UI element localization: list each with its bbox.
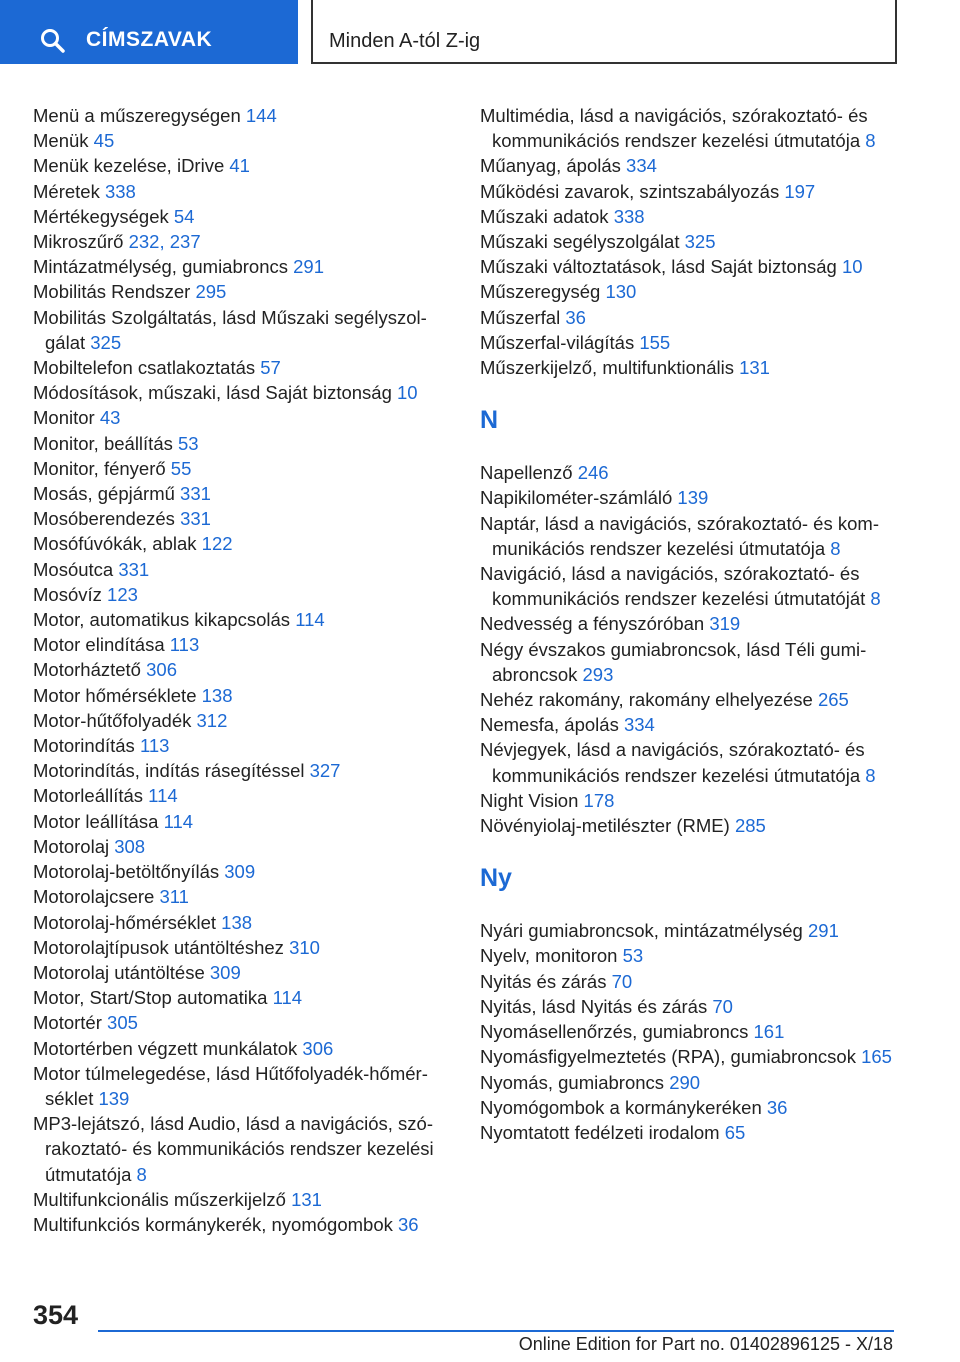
index-entry bbox=[33, 935, 448, 960]
section-letter-ny: Ny bbox=[480, 864, 512, 893]
index-entry bbox=[480, 485, 895, 510]
index-entry bbox=[33, 431, 448, 456]
index-entry-term: Monitor, fényerő bbox=[33, 457, 166, 479]
index-entry-term: Motorolaj-hőmérséklet bbox=[33, 911, 217, 933]
index-entry-term: Motorháztető bbox=[33, 659, 141, 681]
index-entry-page-link[interactable]: 123 bbox=[107, 583, 138, 605]
index-entry bbox=[480, 305, 895, 330]
index-entry-term: Nyomásellenőrzés, gumiabroncs bbox=[480, 1021, 749, 1043]
index-entry-page-link[interactable]: 122 bbox=[201, 533, 233, 555]
index-entry-page-link[interactable]: 139 bbox=[677, 487, 709, 509]
index-entry-term: Műszeregység bbox=[480, 281, 601, 303]
index-entry-page-link[interactable]: 319 bbox=[709, 613, 741, 635]
index-entry-page-link[interactable]: 41 bbox=[229, 155, 250, 177]
index-entry-term: Motor-hűtőfolyadék bbox=[33, 709, 192, 731]
index-entry bbox=[33, 153, 448, 178]
index-entry bbox=[480, 611, 895, 636]
index-entry-page-link[interactable]: 114 bbox=[163, 810, 194, 832]
index-entry bbox=[480, 204, 895, 229]
index-entry bbox=[33, 834, 448, 859]
index-entry bbox=[33, 456, 448, 481]
index-entry-term: Műanyag, ápolás bbox=[480, 155, 621, 177]
index-entry-term: Növényiolaj-metilészter (RME) bbox=[480, 815, 730, 837]
index-entry-page-link[interactable]: 114 bbox=[148, 785, 178, 807]
index-entry-page-link[interactable]: 309 bbox=[224, 861, 256, 883]
index-entry-term: Motor leállítása bbox=[33, 810, 159, 832]
index-entry-page-link[interactable]: 327 bbox=[309, 760, 341, 782]
index-entry-page-link[interactable]: 114 bbox=[272, 987, 303, 1009]
index-entry bbox=[480, 1019, 895, 1044]
index-entry-page-link[interactable]: 70 bbox=[611, 970, 633, 992]
index-entry bbox=[480, 1095, 895, 1120]
index-entry bbox=[33, 607, 448, 632]
index-entry-page-link[interactable]: 308 bbox=[114, 835, 146, 857]
index-entry bbox=[33, 683, 448, 708]
index-entry-term: Mosás, gépjármű bbox=[33, 483, 175, 505]
index-entry-term: Motor, automatikus kikapcsolás bbox=[33, 609, 291, 631]
index-entry-term: Működési zavarok, szintszabályozás bbox=[480, 180, 780, 202]
index-entry-term: Nyomásfigyelmeztetés (RPA), gumiabroncsok bbox=[480, 1046, 856, 1068]
index-entry-term: Nedvesség a fényszóróban bbox=[480, 613, 705, 635]
index-entry bbox=[33, 884, 448, 909]
index-entry-term: Naptár, lásd a navigációs, szórakoztató- és kommunikációs rendszer kezelési útmutatója bbox=[480, 512, 879, 559]
index-entry-page-link[interactable]: 197 bbox=[784, 180, 816, 202]
index-entry-page-link[interactable]: 305 bbox=[107, 1012, 138, 1034]
index-entry-term: Monitor, beállítás bbox=[33, 432, 173, 454]
index-entry-term: Nyomás, gumiabroncs bbox=[480, 1071, 665, 1093]
index-entry-page-link[interactable]: 54 bbox=[173, 205, 195, 227]
index-entry bbox=[33, 405, 448, 430]
index-entry-page-link[interactable]: 295 bbox=[195, 281, 227, 303]
index-entry-page-link[interactable]: 8 bbox=[870, 588, 881, 610]
index-entry-term: Nyomógombok a kormánykeréken bbox=[480, 1096, 762, 1118]
index-entry-term: Motor hőmérséklete bbox=[33, 684, 197, 706]
index-entry-page-link[interactable]: 36 bbox=[565, 306, 586, 328]
index-entry-term: Műszerfal bbox=[480, 306, 561, 328]
index-entry-term: Műszerfal-világítás bbox=[480, 331, 635, 353]
index-entry bbox=[33, 960, 448, 985]
index-entry bbox=[33, 1010, 448, 1035]
index-entry-page-link[interactable]: 291 bbox=[808, 920, 839, 942]
index-entry-page-link[interactable]: 325 bbox=[684, 231, 716, 253]
index-entry bbox=[33, 910, 448, 935]
index-entry-page-link[interactable]: 306 bbox=[146, 659, 177, 681]
index-entry-page-link[interactable]: 161 bbox=[753, 1021, 785, 1043]
index-entry bbox=[480, 969, 895, 994]
index-entry-page-link[interactable]: 138 bbox=[201, 684, 233, 706]
index-entry-term: Műszaki adatok bbox=[480, 205, 609, 227]
index-entry bbox=[480, 788, 895, 813]
index-entry bbox=[33, 279, 448, 304]
index-entry-page-link[interactable]: 309 bbox=[209, 961, 241, 983]
index-entry-term: Mosóberendezés bbox=[33, 508, 175, 530]
index-entry-page-link[interactable]: 285 bbox=[734, 815, 766, 837]
index-entry-term: Nyelv, monitoron bbox=[480, 945, 618, 967]
footer-divider bbox=[98, 1330, 894, 1332]
index-entry-term: Mosófúvókák, ablak bbox=[33, 533, 197, 555]
index-entry bbox=[33, 809, 448, 834]
index-entry-term: Menük kezelése, iDrive bbox=[33, 155, 225, 177]
index-entry-page-link[interactable]: 8 bbox=[865, 764, 876, 786]
index-entry-page-link[interactable]: 312 bbox=[196, 709, 228, 731]
index-entry bbox=[480, 943, 895, 968]
index-entry-page-link[interactable]: 293 bbox=[582, 663, 614, 685]
index-entry-page-link[interactable]: 113 bbox=[169, 634, 200, 656]
index-entry-term: Négy évszakos gumiabroncsok, lásd Téli gumiabroncsok bbox=[480, 638, 867, 685]
index-entry-term: Motortérben végzett munkálatok bbox=[33, 1037, 298, 1059]
index-entry-term: Mobilitás Szolgáltatás, lásd Műszaki segélyszolgálat bbox=[33, 306, 427, 353]
index-entry bbox=[480, 279, 895, 304]
index-entry-term: Napellenző bbox=[480, 462, 573, 484]
index-entry bbox=[33, 103, 448, 128]
index-entry-page-link[interactable]: 130 bbox=[605, 281, 637, 303]
index-entry-term: Motorleállítás bbox=[33, 785, 144, 807]
index-entry bbox=[480, 1044, 895, 1069]
keywords-tab-label: CÍMSZAVAK bbox=[86, 28, 213, 51]
index-entry bbox=[480, 103, 895, 153]
index-entry-term: Mértékegységek bbox=[33, 205, 169, 227]
index-entry bbox=[33, 481, 448, 506]
index-entry-term: Nyitás, lásd Nyitás és zárás bbox=[480, 995, 708, 1017]
index-entry-page-link[interactable]: 8 bbox=[865, 130, 876, 152]
header bbox=[0, 0, 960, 66]
index-entry bbox=[33, 1212, 448, 1237]
index-entry-page-link[interactable]: 306 bbox=[302, 1037, 334, 1059]
index-entry-term: Mosóvíz bbox=[33, 583, 102, 605]
index-entry-term: Műszaki segélyszolgálat bbox=[480, 231, 680, 253]
index-entry-page-link[interactable]: 144 bbox=[245, 105, 277, 126]
index-entry-page-link[interactable]: 36 bbox=[766, 1096, 788, 1118]
index-entry-term: Motorolaj utántöltése bbox=[33, 961, 205, 983]
index-entry-page-link[interactable]: 334 bbox=[623, 714, 655, 736]
index-entry-page-link[interactable]: 131 bbox=[739, 357, 770, 379]
index-entry-term: Mobilitás Rendszer bbox=[33, 281, 191, 303]
index-entry-term: Motor, Start/Stop automatika bbox=[33, 987, 268, 1009]
index-entry-page-link[interactable]: 36 bbox=[398, 1213, 419, 1235]
index-entry-term: MP3-lejátszó, lásd Audio, lásd a navigációs, szórakoztató- és kommunikációs rendszer kezelési útmutatója bbox=[33, 1113, 434, 1185]
index-entry-term: Műszaki változtatások, lásd Saját biztonság bbox=[480, 256, 837, 278]
index-entry-term: Multifunkcionális műszerkijelző bbox=[33, 1188, 286, 1210]
index-entry-page-link[interactable]: 70 bbox=[712, 995, 733, 1017]
index-entry-term: Motorindítás bbox=[33, 735, 135, 757]
index-entry-page-link[interactable]: 53 bbox=[622, 945, 644, 967]
index-entry bbox=[480, 918, 895, 943]
index-entry-term: Módosítások, műszaki, lásd Saját biztonság bbox=[33, 382, 392, 404]
index-entry bbox=[33, 506, 448, 531]
index-entry bbox=[33, 355, 448, 380]
edition-text: Online Edition for Part no. 01402896125 - X/18 bbox=[518, 1334, 893, 1354]
index-entry-page-link[interactable]: 53 bbox=[178, 432, 199, 454]
index-entry bbox=[33, 380, 448, 405]
index-entry-term: Nyitás és zárás bbox=[480, 970, 607, 992]
index-entry-term: Motor elindítása bbox=[33, 634, 165, 656]
index-entry-term: Motortér bbox=[33, 1012, 102, 1034]
index-entry bbox=[480, 994, 895, 1019]
index-entry-term: Motorolajtípusok utántöltéshez bbox=[33, 936, 284, 958]
index-entry bbox=[33, 632, 448, 657]
index-entry-page-link[interactable]: 131 bbox=[291, 1188, 322, 1210]
index-entry-term: Nehéz rakomány, rakomány elhelyezése bbox=[480, 689, 813, 711]
index-entry bbox=[480, 1120, 895, 1145]
index-entry-page-link[interactable]: 55 bbox=[170, 457, 192, 479]
index-entry bbox=[480, 179, 895, 204]
index-entry-term: Motorindítás, indítás rásegítéssel bbox=[33, 760, 305, 782]
index-entry-page-link[interactable]: 43 bbox=[99, 407, 121, 429]
index-entry bbox=[33, 179, 448, 204]
index-entry bbox=[33, 229, 448, 254]
index-entry bbox=[480, 813, 895, 838]
a-to-z-tab-label: Minden A-tól Z-ig bbox=[329, 30, 481, 52]
index-entry-page-link[interactable]: 291 bbox=[293, 256, 325, 278]
index-entry-page-link[interactable]: 331 bbox=[180, 483, 211, 505]
index-entry bbox=[480, 153, 895, 178]
index-entry-term: Mikroszűrő bbox=[33, 231, 124, 253]
index-entry bbox=[480, 637, 895, 687]
index-entry-page-link[interactable]: 310 bbox=[289, 936, 320, 958]
index-entry-page-link[interactable]: 65 bbox=[724, 1121, 746, 1143]
index-entry bbox=[480, 254, 895, 279]
index-entry bbox=[33, 657, 448, 682]
index-entry-page-link[interactable]: 139 bbox=[98, 1087, 130, 1109]
index-entry-term: Motorolaj-betöltőnyílás bbox=[33, 861, 220, 883]
index-entry bbox=[33, 305, 448, 355]
index-entry-page-link[interactable]: 45 bbox=[93, 130, 115, 152]
index-entry-term: Motor túlmelegedése, lásd Hűtőfolyadék-hőmérséklet bbox=[33, 1062, 428, 1109]
index-entry bbox=[480, 737, 895, 787]
index-entry-page-link[interactable]: 325 bbox=[90, 331, 122, 353]
index-entry-page-link[interactable]: 338 bbox=[613, 205, 645, 227]
index-entry-term: Motorolaj bbox=[33, 835, 110, 857]
index-entry bbox=[480, 561, 895, 611]
index-entry bbox=[480, 330, 895, 355]
index-entry bbox=[33, 557, 448, 582]
index-entry bbox=[33, 985, 448, 1010]
index-entry bbox=[33, 708, 448, 733]
index-entry-page-link[interactable]: 57 bbox=[260, 357, 281, 379]
index-entry-term: Motorolajcsere bbox=[33, 886, 155, 908]
search-icon bbox=[40, 28, 66, 54]
index-entry-term: Multifunkciós kormánykerék, nyomógombok bbox=[33, 1213, 393, 1235]
index-entry bbox=[33, 254, 448, 279]
index-entry-term: Multimédia, lásd a navigációs, szórakoztató- és kommunikációs rendszer kezelési útmutatója bbox=[480, 105, 868, 152]
index-entry bbox=[33, 733, 448, 758]
keywords-tab[interactable] bbox=[0, 0, 298, 64]
index-entry-term: Nyomtatott fedélzeti irodalom bbox=[480, 1121, 720, 1143]
index-entry bbox=[33, 1036, 448, 1061]
index-entry bbox=[480, 355, 895, 380]
index-entry-page-link[interactable]: 8 bbox=[830, 537, 841, 559]
index-entry-term: Névjegyek, lásd a navigációs, szórakoztató- és kommunikációs rendszer kezelési útmutatója bbox=[480, 739, 865, 786]
index-entry-term: Nemesfa, ápolás bbox=[480, 714, 619, 736]
index-entry-term: Mintázatmélység, gumiabroncs bbox=[33, 256, 288, 278]
page-number: 354 bbox=[33, 1300, 79, 1330]
index-entry bbox=[33, 1061, 448, 1111]
index-entry bbox=[480, 687, 895, 712]
index-entry-page-link[interactable]: 8 bbox=[136, 1163, 147, 1185]
index-entry-term: Mobiltelefon csatlakoztatás bbox=[33, 357, 256, 379]
index-entry-page-link[interactable]: 165 bbox=[861, 1046, 892, 1068]
index-right-column bbox=[480, 103, 895, 1145]
index-entry-term: Menü a műszeregységen bbox=[33, 105, 241, 126]
index-entry bbox=[33, 783, 448, 808]
index-entry-term: Napikilométer-számláló bbox=[480, 487, 673, 509]
index-entry-term: Műszerkijelző, multifunktionális bbox=[480, 357, 734, 379]
a-to-z-tab[interactable] bbox=[311, 0, 897, 64]
index-entry-page-link[interactable]: 155 bbox=[639, 331, 671, 353]
index-entry-term: Navigáció, lásd a navigációs, szórakoztató- és kommunikációs rendszer kezelési útmutatóját bbox=[480, 563, 866, 610]
index-entry bbox=[480, 511, 895, 561]
index-entry-page-link[interactable]: 290 bbox=[669, 1071, 701, 1093]
index-entry bbox=[33, 128, 448, 153]
index-entry bbox=[480, 229, 895, 254]
index-entry-page-link[interactable]: 178 bbox=[583, 789, 615, 811]
index-entry-page-link[interactable]: 114 bbox=[295, 609, 325, 631]
index-entry bbox=[33, 1111, 448, 1187]
index-entry-term: Nyári gumiabroncsok, mintázatmélység bbox=[480, 920, 803, 942]
index-entry-page-link[interactable]: 334 bbox=[626, 155, 657, 177]
section-letter-n: N bbox=[480, 406, 499, 435]
index-entry-page-link[interactable]: 113 bbox=[139, 735, 170, 757]
index-entry-term: Monitor bbox=[33, 407, 95, 429]
index-entry-term: Night Vision bbox=[480, 789, 579, 811]
index-entry-page-link[interactable]: 331 bbox=[180, 508, 211, 530]
index-left-column bbox=[33, 103, 448, 1237]
index-entry bbox=[480, 460, 895, 485]
index-entry-page-link[interactable]: 331 bbox=[118, 558, 150, 580]
index-entry bbox=[33, 1187, 448, 1212]
index-entry-page-link[interactable]: 265 bbox=[817, 689, 849, 711]
index-entry-page-link[interactable]: 10 bbox=[397, 382, 418, 404]
index-entry-page-link[interactable]: 232, 237 bbox=[128, 231, 201, 253]
index-entry bbox=[33, 531, 448, 556]
index-entry bbox=[480, 1070, 895, 1095]
index-entry-page-link[interactable]: 311 bbox=[159, 886, 189, 908]
index-entry-term: Méretek bbox=[33, 180, 100, 202]
index-entry-term: Menük bbox=[33, 130, 89, 152]
index-entry bbox=[33, 204, 448, 229]
index-entry bbox=[33, 859, 448, 884]
index-entry bbox=[33, 758, 448, 783]
index-entry-page-link[interactable]: 338 bbox=[104, 180, 136, 202]
index-entry-page-link[interactable]: 138 bbox=[221, 911, 253, 933]
index-entry-term: Mosóutca bbox=[33, 558, 114, 580]
index-entry-page-link[interactable]: 246 bbox=[577, 462, 609, 484]
index-entry bbox=[33, 582, 448, 607]
index-entry bbox=[480, 712, 895, 737]
index-entry-page-link[interactable]: 10 bbox=[841, 256, 863, 278]
